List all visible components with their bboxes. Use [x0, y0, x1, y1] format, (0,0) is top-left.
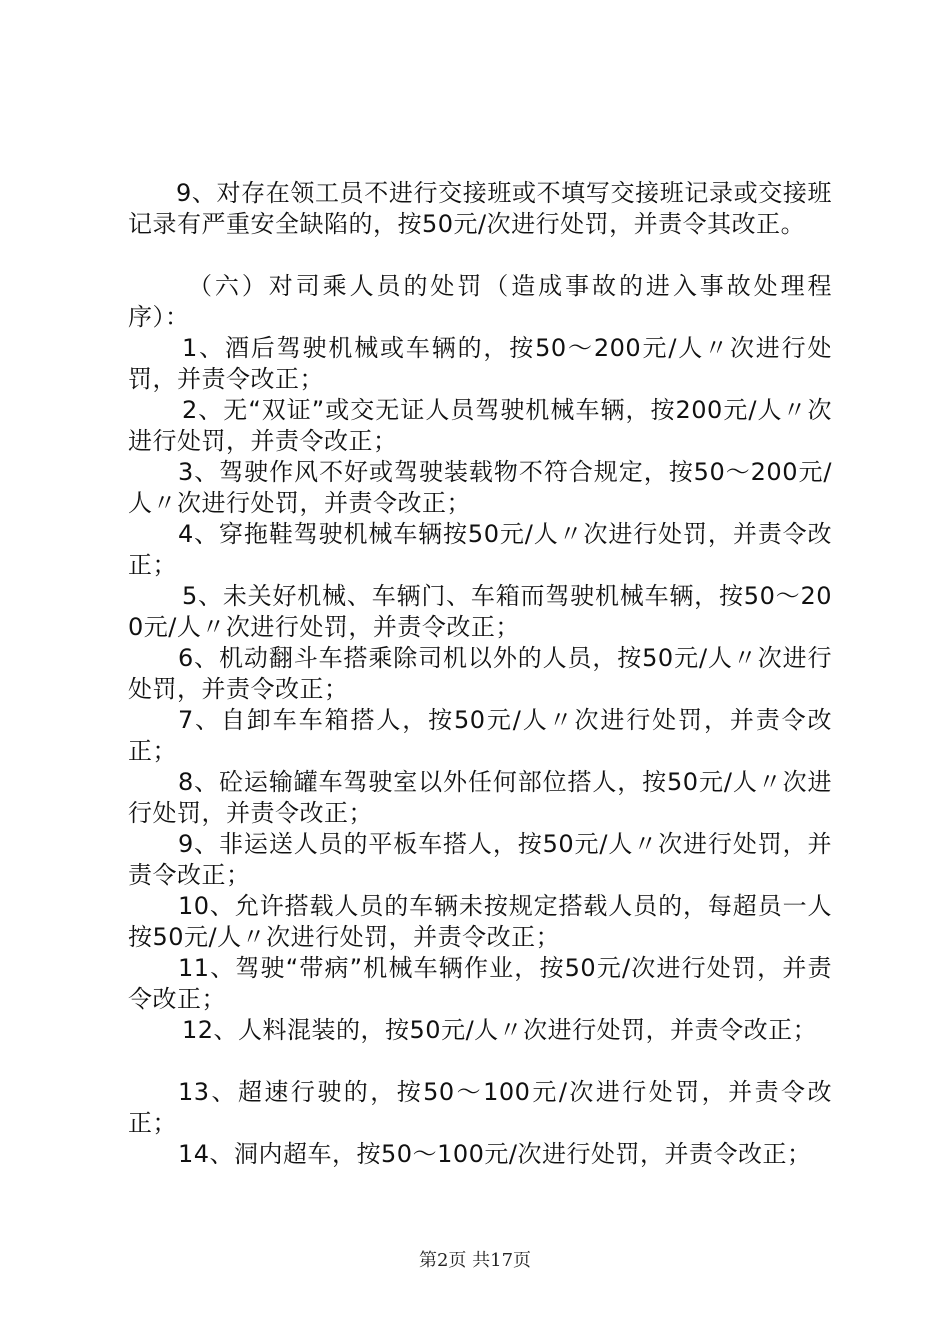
paragraph-item-2: 2、无“双证”或交无证人员驾驶机械车辆，按200元/人〃次进行处罚，并责令改正； [128, 396, 832, 455]
paragraph-item-12: 12、人料混装的，按50元/人〃次进行处罚，并责令改正； [182, 1016, 818, 1044]
paragraph-item-9: 9、非运送人员的平板车搭人，按50元/人〃次进行处罚，并责令改正； [128, 830, 832, 889]
paragraph-item-9-shift-handover: 9、对存在领工员不进行交接班或不填写交接班记录或交接班记录有严重安全缺陷的，按50元/次进行处罚，并责令其改正。 [128, 179, 832, 238]
paragraph-item-5: 5、未关好机械、车辆门、车箱而驾驶机械车辆，按50～200元/人〃次进行处罚，并责令改正； [128, 582, 832, 641]
paragraph-item-7: 7、自卸车车箱搭人，按50元/人〃次进行处罚，并责令改正； [128, 706, 832, 765]
paragraph-item-8: 8、砼运输罐车驾驶室以外任何部位搭人，按50元/人〃次进行处罚，并责令改正； [128, 768, 832, 827]
paragraph-item-11: 11、驾驶“带病”机械车辆作业，按50元/次进行处罚，并责令改正； [128, 954, 832, 1013]
paragraph-item-13: 13、超速行驶的，按50～100元/次进行处罚，并责令改正； [128, 1078, 832, 1137]
page-footer: 第2页 共17页 [418, 1250, 532, 1271]
section-heading-six: （六）对司乘人员的处罚（造成事故的进入事故处理程序）： [128, 272, 832, 331]
paragraph-item-14: 14、洞内超车，按50～100元/次进行处罚，并责令改正； [178, 1140, 812, 1168]
paragraph-item-6: 6、机动翻斗车搭乘除司机以外的人员，按50元/人〃次进行处罚，并责令改正； [128, 644, 832, 703]
paragraph-item-1: 1、酒后驾驶机械或车辆的，按50～200元/人〃次进行处罚，并责令改正； [128, 334, 832, 393]
paragraph-item-3: 3、驾驶作风不好或驾驶装载物不符合规定，按50～200元/人〃次进行处罚，并责令改正； [128, 458, 832, 517]
paragraph-item-4: 4、穿拖鞋驾驶机械车辆按50元/人〃次进行处罚，并责令改正； [128, 520, 832, 579]
paragraph-item-10: 10、允许搭载人员的车辆未按规定搭载人员的，每超员一人按50元/人〃次进行处罚，并责令改正； [128, 892, 832, 951]
